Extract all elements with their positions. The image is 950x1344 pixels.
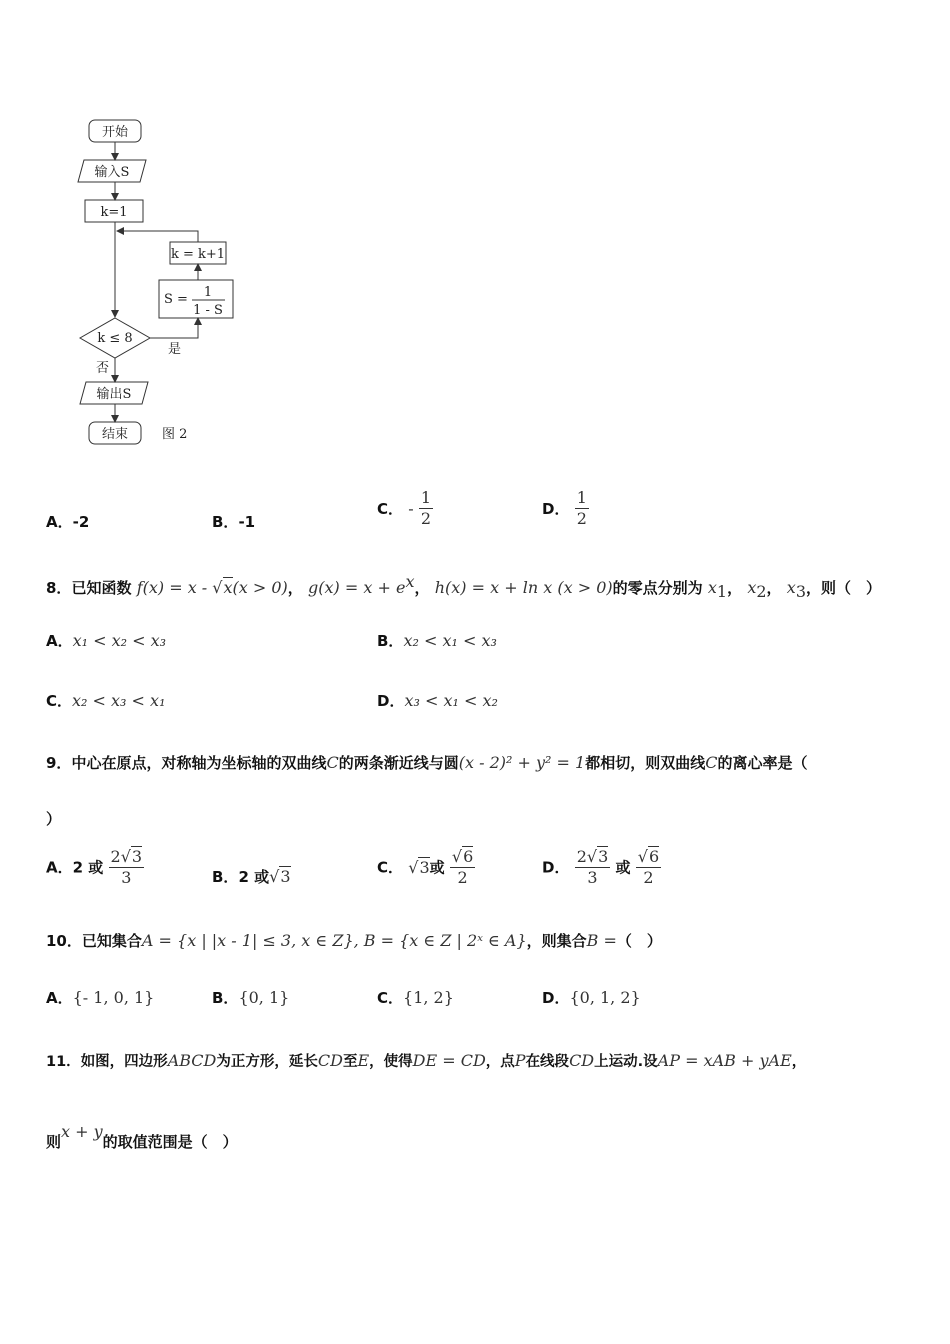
update-left: S = [164,292,188,307]
q9-option-b: B．2 或√3 [212,867,291,886]
q7-option-d: D． $\frac{1}{2}$ [542,488,587,528]
q8-option-a: A．x₁ < x₂ < x₃ [46,631,167,650]
q9-stem: 9．中心在原点，对称轴为坐标轴的双曲线C的两条渐近线与圆(x - 2)² + y² = 1都相切，则双曲线C的离心率是（ [46,753,808,772]
output-text: 输出S [96,387,132,402]
start-text: 开始 [101,125,129,140]
q11-stem: 11．如图，四边形ABCD为正方形，延长CD至E，使得DE = CD，点P在线段CD上运动.设AP = xAB + yAE， [46,1051,807,1070]
q10-option-b: B．{0, 1} [212,988,290,1007]
q8-option-c: C．x₂ < x₃ < x₁ [46,691,166,710]
q9-option-a: A．2 或 $\frac{2√3}{3}$ [46,847,143,887]
figure-caption: 图 2 [162,427,188,442]
increment-text: k = k+1 [170,247,226,262]
input-text: 输入S [94,165,130,180]
q7-option-a: A．-2 [46,513,90,531]
q10-option-a: A．{- 1, 0, 1} [46,988,155,1007]
end-text: 结束 [101,427,129,442]
q10-stem: 10．已知集合A = {x | |x - 1| ≤ 3, x ∈ Z}, B = {x ∈ Z | 2ˣ ∈ A}，则集合B =（ ） [46,931,662,950]
q9-option-c: C． √3或 $\frac{√6}{2}$ [377,847,474,887]
q7-option-c: C． - $\frac{1}{2}$ [377,488,432,528]
q8-stem: 8．已知函数 f(x) = x - √x(x > 0)， $g(x) = x + e^x$， h(x) = x + ln x (x > 0)的零点分别为 $x_1$， $x_2$， $x_3$，则（ ） [46,572,882,601]
flowchart [70,110,250,450]
q7-option-b: B．-1 [212,513,256,531]
update-den: 1 - S [193,303,223,318]
q10-option-d: D．{0, 1, 2} [542,988,641,1007]
init-text: k=1 [100,205,128,220]
q9-option-d: D． $\frac{2√3}{3}$ 或 $\frac{√6}{2}$ [542,847,660,887]
no-label: 否 [96,361,110,376]
condition-text: k ≤ 8 [97,331,133,346]
q9-stem-end: ） [46,810,62,828]
yes-label: 是 [168,342,182,357]
update-num: 1 [203,285,213,300]
q8-option-b: B．x₂ < x₁ < x₃ [377,631,497,650]
q8-option-d: D．x₃ < x₁ < x₂ [377,691,498,710]
q10-option-c: C．{1, 2} [377,988,454,1007]
q11-stem-2: 则x + y的取值范围是（ ） [46,1122,238,1151]
